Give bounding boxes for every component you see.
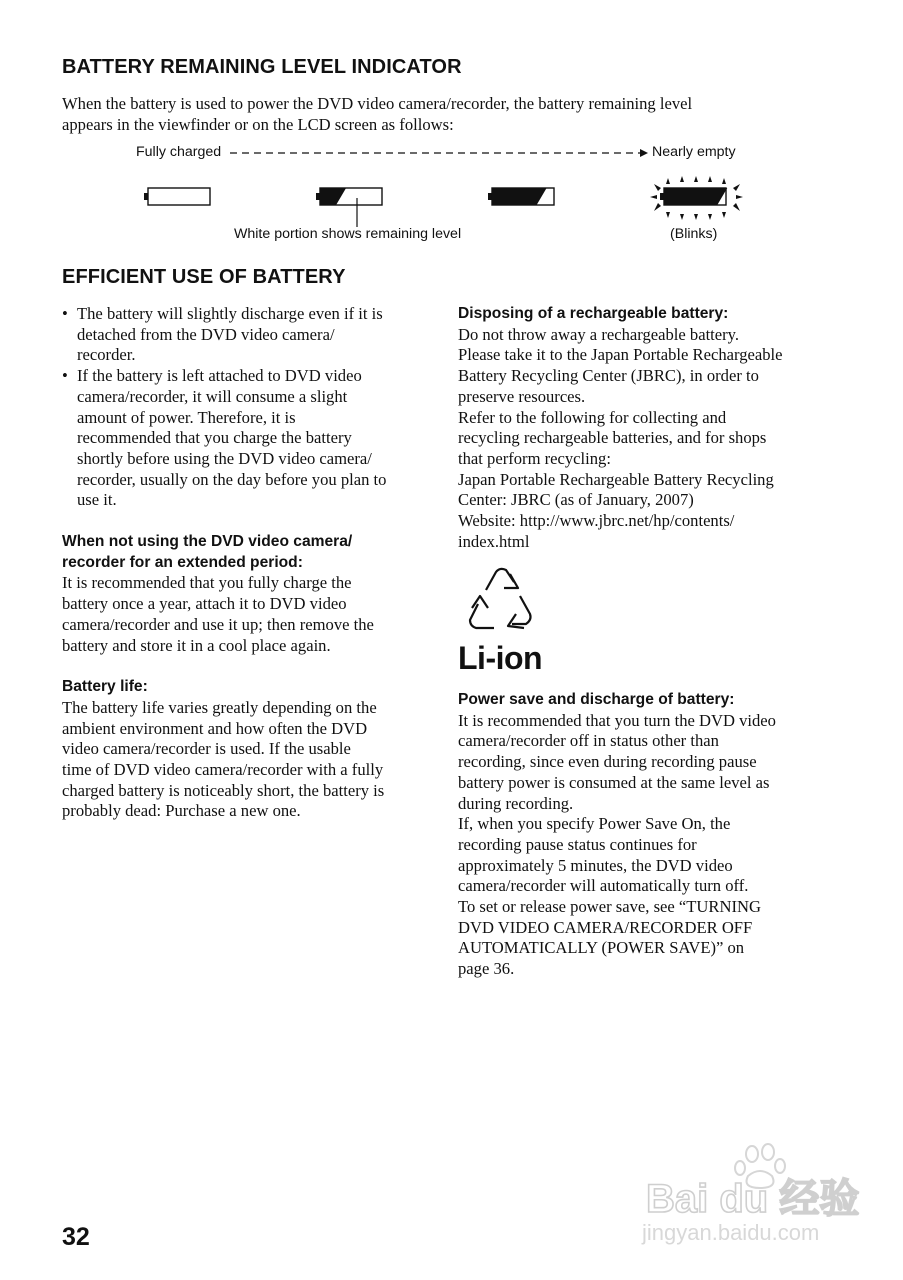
- disposing-block: [458, 304, 878, 552]
- battery-icon: [488, 188, 554, 205]
- text-line: Battery Recycling Center (JBRC), in order to: [458, 366, 759, 386]
- text-line: To set or release power save, see “TURNING: [458, 897, 761, 917]
- text-line: battery and store it in a cool place again.: [62, 635, 331, 655]
- text-line: It is recommended that you fully charge the: [62, 573, 352, 593]
- text-line: Refer to the following for collecting and: [458, 407, 727, 427]
- text-line: battery once a year, attach it to DVD video: [62, 594, 347, 614]
- text-line: It is recommended that you turn the DVD video: [458, 710, 776, 730]
- text-line: Website: http://www.jbrc.net/hp/contents/: [458, 511, 735, 531]
- text-line: Japan Portable Rechargeable Battery Recycling: [458, 469, 774, 489]
- not-using-block: [62, 532, 442, 656]
- list-line: • If the battery is left attached to DVD video: [77, 366, 362, 386]
- subheading: When not using the DVD video camera/: [62, 533, 353, 551]
- intro-line: appears in the viewfinder or on the LCD screen as follows:: [62, 114, 454, 134]
- text-line: approximately 5 minutes, the DVD video: [458, 855, 733, 875]
- list-line: camera/recorder, it will consume a slight: [77, 386, 348, 406]
- text-line: preserve resources.: [458, 386, 586, 406]
- intro-paragraph: [62, 94, 862, 135]
- page-number: 32: [62, 1223, 90, 1251]
- text-line: Please take it to the Japan Portable Rechargeable: [458, 345, 783, 365]
- li-ion-label: Li-ion: [458, 640, 543, 676]
- list-line: shortly before using the DVD video camera/: [77, 448, 372, 468]
- text-line: video camera/recorder is used. If the usable: [62, 739, 351, 759]
- left-column: [62, 304, 442, 822]
- text-line: Center: JBRC (as of January, 2007): [458, 490, 694, 510]
- caption-blinks: (Blinks): [670, 226, 718, 242]
- text-line: recording, since even during recording pause: [458, 752, 757, 772]
- recycle-icon: [460, 562, 544, 642]
- list-line: detached from the DVD video camera/: [77, 324, 335, 344]
- text-line: The battery life varies greatly depending on the: [62, 697, 377, 717]
- label-fully-charged: Fully charged: [136, 144, 222, 160]
- text-line: recording pause status continues for: [458, 834, 697, 854]
- text-line: If, when you specify Power Save On, the: [458, 814, 731, 834]
- text-line: camera/recorder off in status other than: [458, 731, 719, 751]
- battery-icon: [660, 188, 727, 205]
- intro-line: When the battery is used to power the DVD video camera/recorder, the battery remaining level: [62, 94, 693, 113]
- text-line: battery power is consumed at the same level as: [458, 772, 770, 792]
- text-line: probably dead: Purchase a new one.: [62, 801, 301, 821]
- text-line: that perform recycling:: [458, 448, 611, 468]
- text-line: camera/recorder and use it up; then remove the: [62, 614, 374, 634]
- label-nearly-empty: Nearly empty: [652, 144, 736, 160]
- list-line: recorder.: [77, 345, 136, 365]
- subheading: Disposing of a rechargeable battery:: [458, 305, 729, 322]
- subheading: recorder for an extended period:: [62, 553, 303, 571]
- list-item: [62, 304, 442, 366]
- baidu-watermark: [640, 1140, 880, 1250]
- caption-white-portion: White portion shows remaining level: [234, 226, 462, 242]
- tips-list: [62, 304, 442, 511]
- text-line: ambient environment and how often the DVD: [62, 718, 368, 738]
- list-line: amount of power. Therefore, it is: [77, 407, 296, 427]
- arrow-right-icon: [640, 149, 648, 157]
- battery-level-diagram: [0, 140, 903, 230]
- list-item: [62, 366, 442, 511]
- watermark-brand: Bai du 经验: [646, 1177, 860, 1221]
- power-save-block: [458, 690, 878, 980]
- battery-icon: [144, 188, 210, 205]
- list-line: recorder, usually on the day before you plan to: [77, 469, 387, 489]
- list-line: • The battery will slightly discharge even if it is: [77, 304, 383, 323]
- section-heading-battery-indicator: BATTERY REMAINING LEVEL INDICATOR: [62, 56, 462, 78]
- battery-icon: [316, 188, 382, 205]
- text-line: page 36.: [458, 959, 515, 979]
- watermark-url: jingyan.baidu.com: [642, 1220, 820, 1245]
- subheading: Battery life:: [62, 678, 148, 696]
- list-line: use it.: [77, 490, 117, 510]
- text-line: during recording.: [458, 793, 574, 813]
- subheading: Power save and discharge of battery:: [458, 691, 735, 708]
- text-line: DVD VIDEO CAMERA/RECORDER OFF: [458, 917, 753, 937]
- text-line: charged battery is noticeably short, the battery is: [62, 780, 385, 800]
- text-line: recycling rechargeable batteries, and for shops: [458, 428, 767, 448]
- text-line: camera/recorder will automatically turn off.: [458, 876, 749, 896]
- battery-life-block: [62, 677, 442, 822]
- text-line: Do not throw away a rechargeable battery.: [458, 324, 740, 344]
- text-line: index.html: [458, 531, 530, 551]
- section-heading-efficient-use: EFFICIENT USE OF BATTERY: [62, 266, 346, 288]
- list-line: recommended that you charge the battery: [77, 428, 352, 448]
- text-line: AUTOMATICALLY (POWER SAVE)” on: [458, 938, 745, 958]
- text-line: time of DVD video camera/recorder with a fully: [62, 760, 384, 780]
